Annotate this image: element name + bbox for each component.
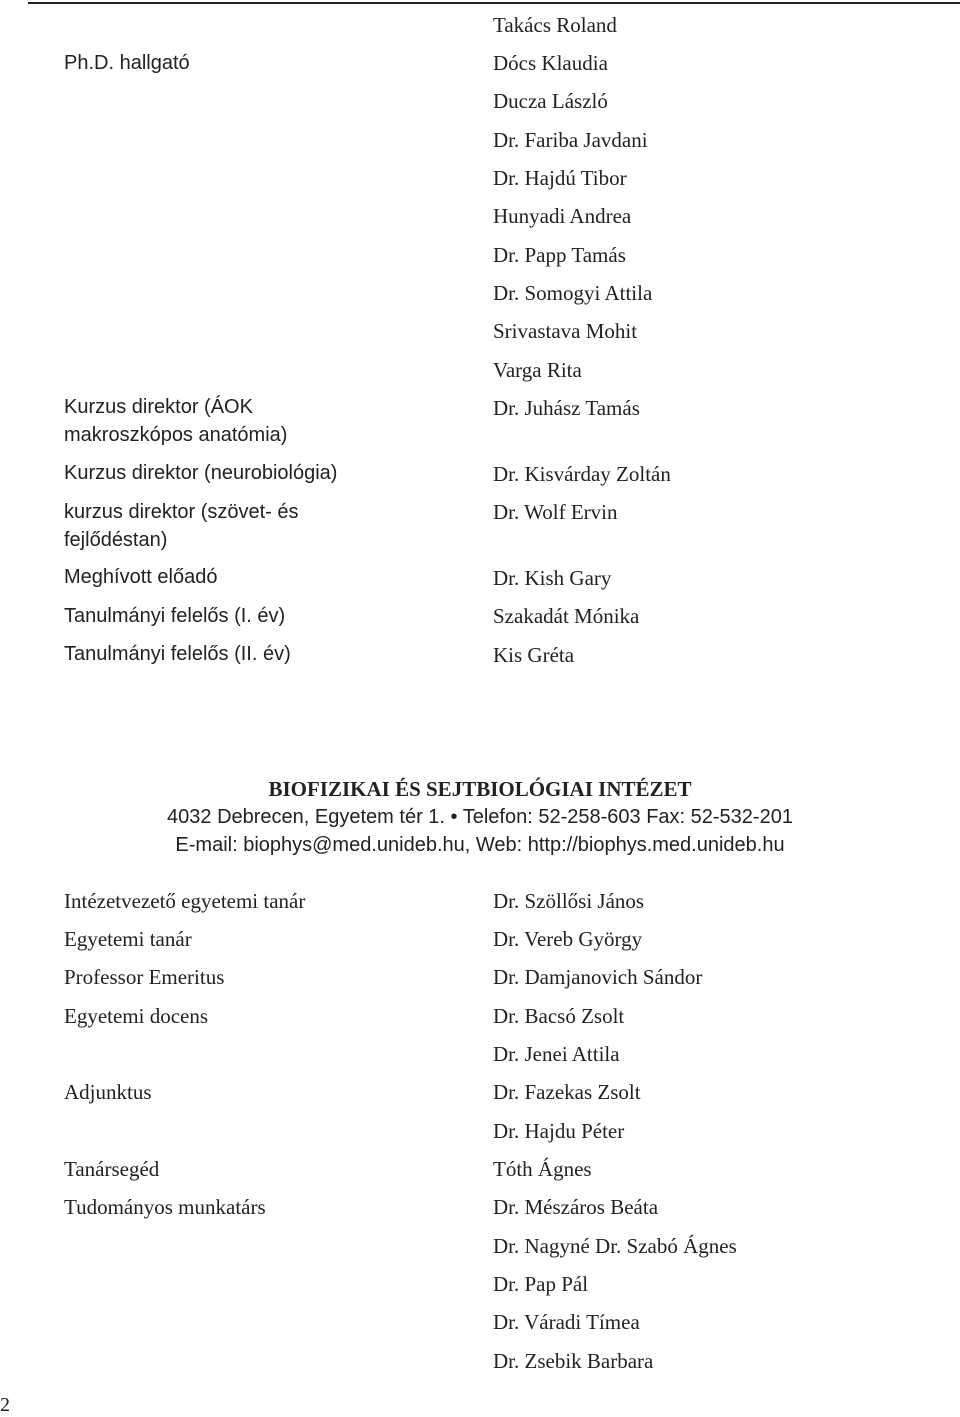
staff-name: Hunyadi Andrea — [493, 204, 632, 228]
role-label: Adjunktus — [64, 1080, 152, 1104]
staff-name: Dr. Papp Tamás — [493, 243, 626, 267]
staff-name: Dr. Somogyi Attila — [493, 281, 653, 305]
role-label: Tanulmányi felelős (I. év) — [64, 605, 286, 627]
role-label: Kurzus direktor (neurobiológia) — [64, 462, 338, 484]
role-label: makroszkópos anatómia) — [64, 424, 288, 446]
staff-name: Dr. Mészáros Beáta — [493, 1195, 659, 1219]
role-label: Intézetvezető egyetemi tanár — [64, 889, 306, 913]
staff-name: Dr. Nagyné Dr. Szabó Ágnes — [493, 1234, 737, 1258]
institute-title: BIOFIZIKAI ÉS SEJTBIOLÓGIAI INTÉZET — [268, 777, 692, 801]
staff-name: Kis Gréta — [493, 643, 575, 667]
staff-name: Szakadát Mónika — [493, 604, 640, 628]
top-rule — [28, 2, 960, 4]
staff-name: Dr. Juhász Tamás — [493, 396, 640, 420]
role-label: Egyetemi tanár — [64, 927, 192, 951]
staff-name: Dr. Kish Gary — [493, 566, 612, 590]
staff-name: Dr. Wolf Ervin — [493, 500, 618, 524]
staff-name: Dr. Damjanovich Sándor — [493, 965, 703, 989]
staff-name: Dr. Váradi Tímea — [493, 1310, 640, 1334]
staff-name: Dr. Fariba Javdani — [493, 128, 648, 152]
staff-name: Dr. Bacsó Zsolt — [493, 1004, 625, 1028]
staff-name: Ducza László — [493, 89, 608, 113]
role-label: Meghívott előadó — [64, 566, 218, 588]
role-label: Egyetemi docens — [64, 1004, 209, 1028]
institute-contact: E-mail: biophys@med.unideb.hu, Web: http://biophys.med.unideb.hu — [175, 834, 785, 856]
staff-name: Tóth Ágnes — [493, 1157, 592, 1181]
staff-name: Dr. Hajdú Tibor — [493, 166, 627, 190]
staff-name: Dr. Jenei Attila — [493, 1042, 620, 1066]
staff-name: Dr. Vereb György — [493, 927, 643, 951]
role-label: Tudományos munkatárs — [64, 1195, 266, 1219]
staff-name: Dócs Klaudia — [493, 51, 608, 75]
staff-name: Dr. Fazekas Zsolt — [493, 1080, 641, 1104]
staff-name: Dr. Pap Pál — [493, 1272, 589, 1296]
role-label: fejlődéstan) — [64, 529, 168, 551]
role-label: Tanulmányi felelős (II. év) — [64, 643, 291, 665]
role-label: Professor Emeritus — [64, 965, 225, 989]
page-number: 2 — [0, 1394, 10, 1416]
institute-address: 4032 Debrecen, Egyetem tér 1. • Telefon: 52-258-603 Fax: 52-532-201 — [167, 806, 793, 828]
staff-name: Takács Roland — [493, 13, 617, 37]
staff-name: Dr. Hajdu Péter — [493, 1119, 625, 1143]
role-label: Kurzus direktor (ÁOK — [64, 396, 253, 418]
staff-name: Dr. Zsebik Barbara — [493, 1349, 654, 1373]
staff-name: Dr. Kisvárday Zoltán — [493, 462, 671, 486]
staff-name: Dr. Szöllősi János — [493, 889, 645, 913]
staff-name: Varga Rita — [493, 358, 582, 382]
staff-name: Srivastava Mohit — [493, 319, 638, 343]
role-label: Tanársegéd — [64, 1157, 160, 1181]
role-label: Ph.D. hallgató — [64, 52, 190, 74]
role-label: kurzus direktor (szövet- és — [64, 501, 299, 523]
